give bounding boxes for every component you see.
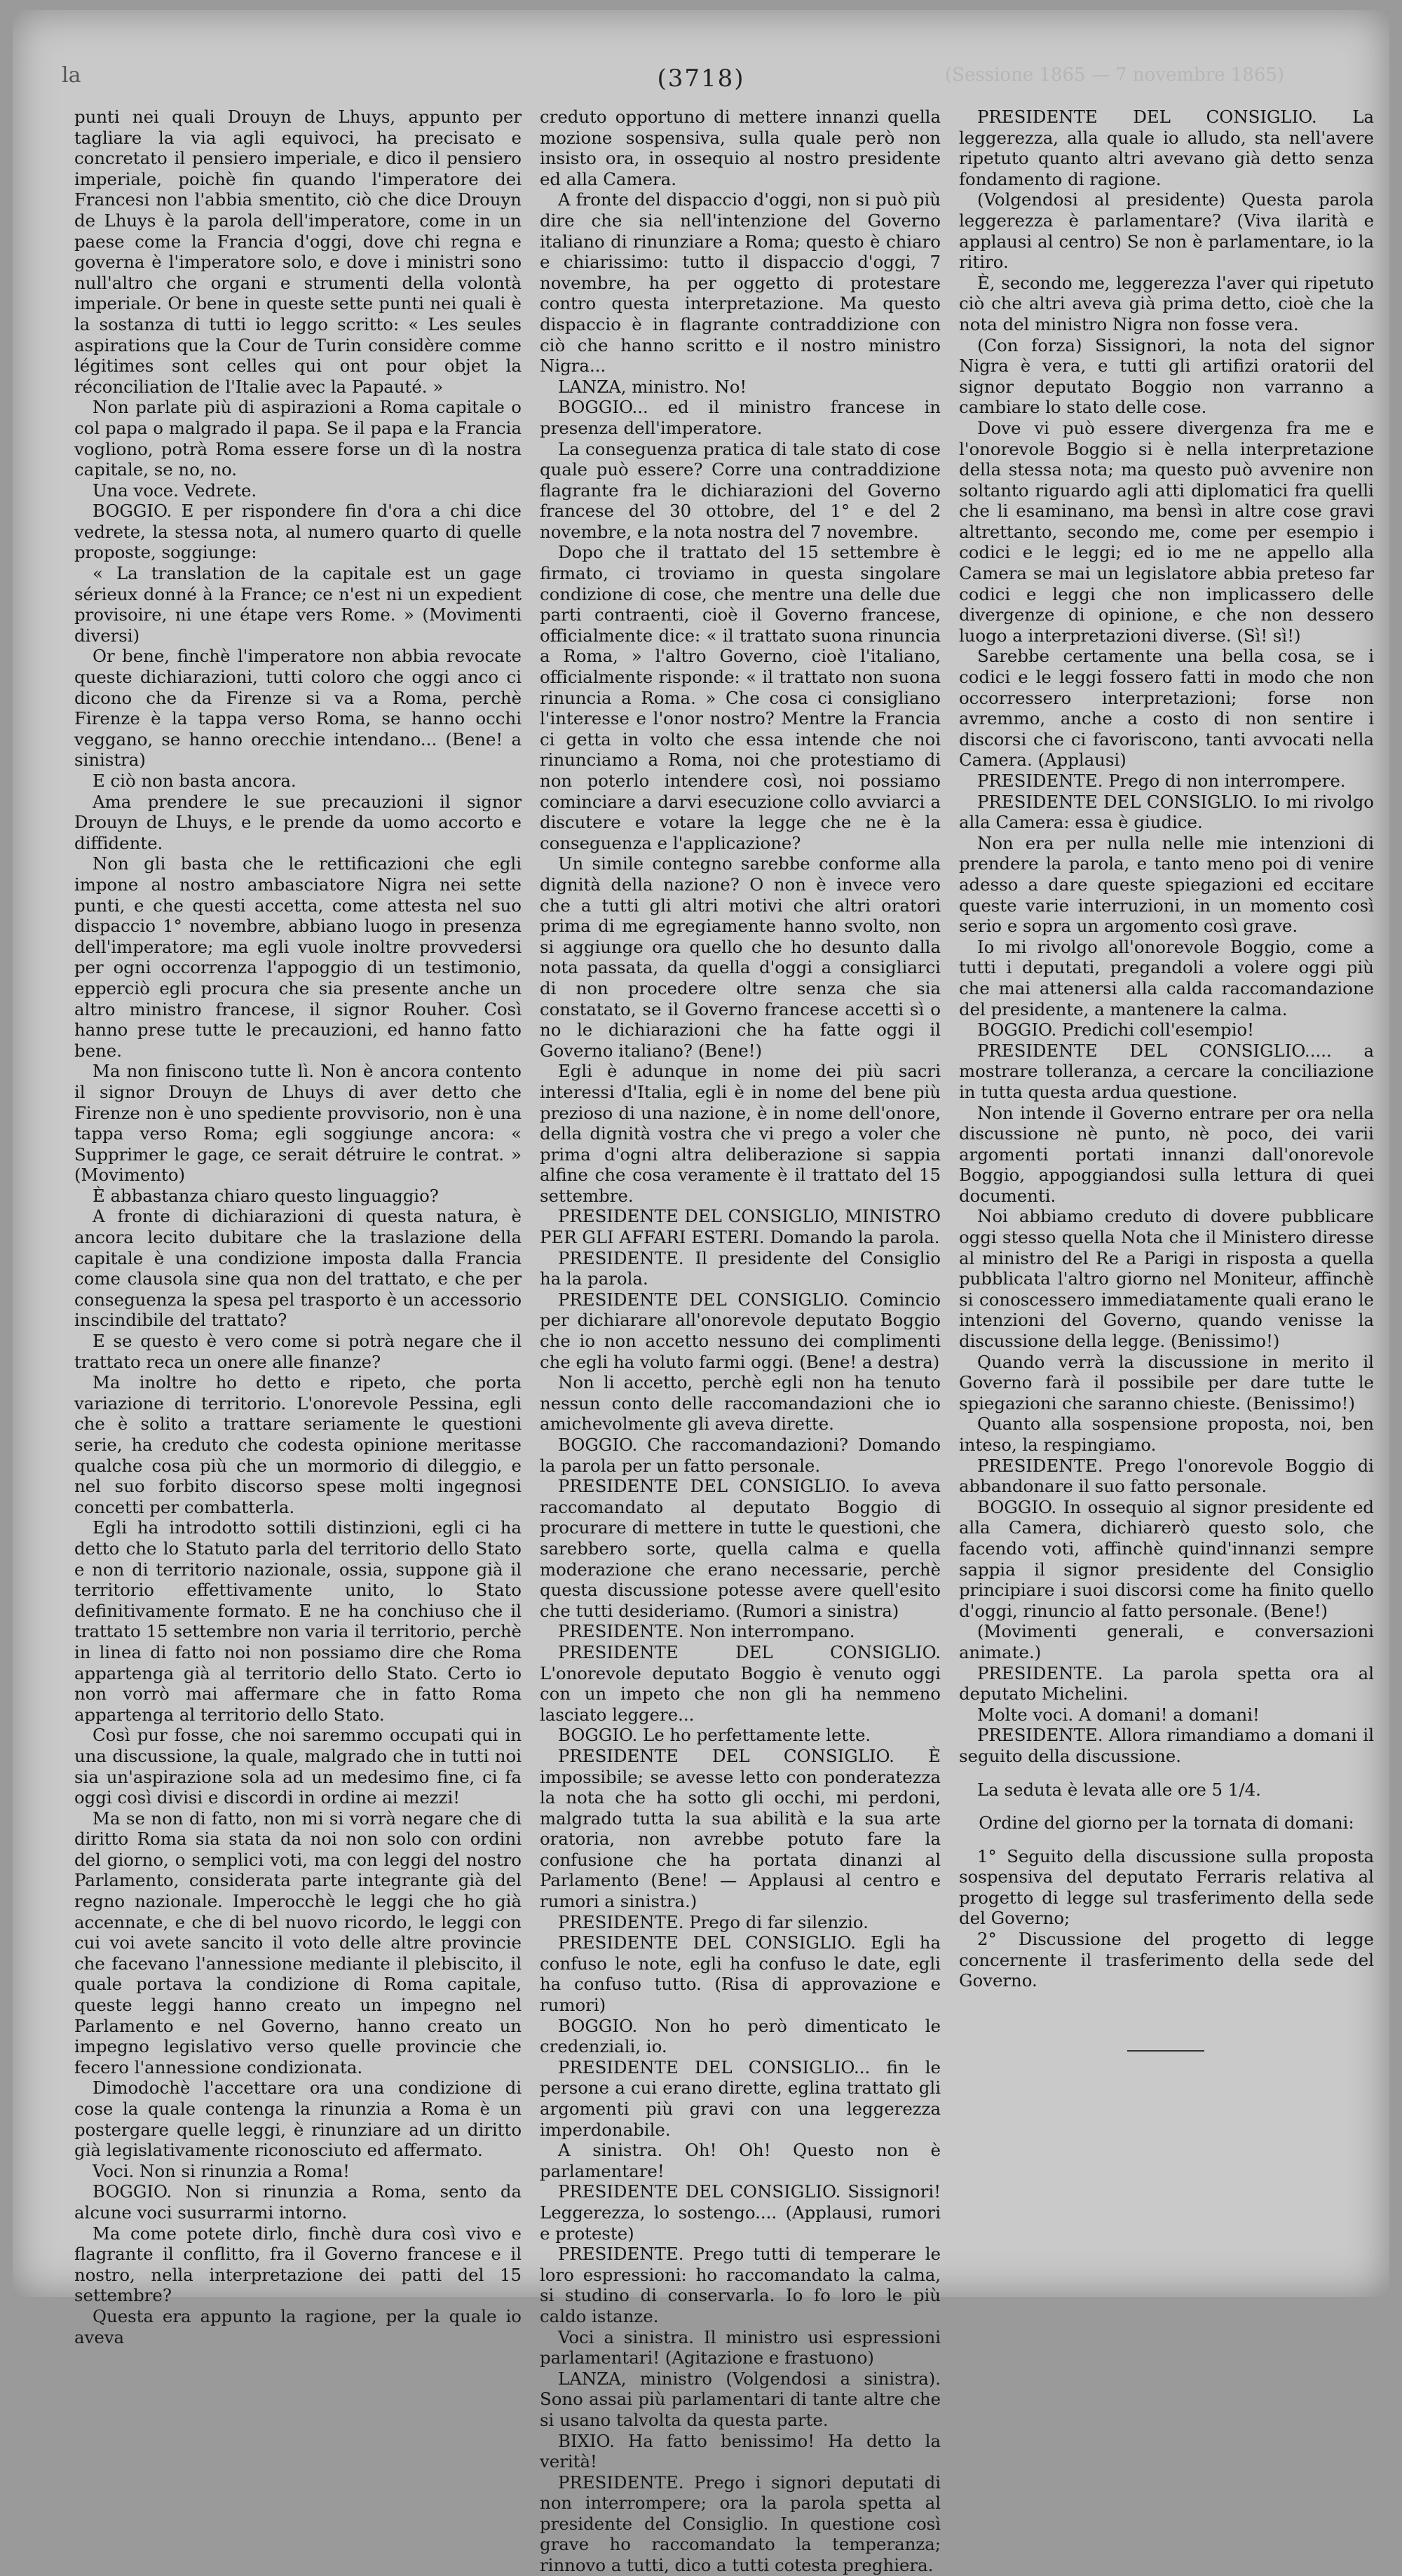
paragraph: PRESIDENTE DEL CONSIGLIO..... a mostrare tolleranza, a cercare la conciliazione in tutta questa ardua questione. <box>959 1040 1374 1102</box>
corner-mark: la <box>62 63 81 88</box>
paragraph: PRESIDENTE. Prego di far silenzio. <box>558 1911 869 1932</box>
paragraph: PRESIDENTE DEL CONSIGLIO. Comincio per dichiarare all'onorevole deputato Boggio che io non accetto nessuno dei complimenti che egli ha voluto farmi oggi. (Bene! a destra) <box>540 1289 941 1372</box>
paragraph: E se questo è vero come si potrà negare che il trattato reca un onere alle finanze? <box>74 1331 522 1372</box>
paragraph: BOGGIO. E per rispondere fin d'ora a chi dice vedrete, la stessa nota, al numero quarto di quelle proposte, soggiunge: <box>74 501 522 563</box>
paragraph: Non parlate più di aspirazioni a Roma capitale o col papa o malgrado il papa. Se il papa e la Francia vogliono, potrà Roma essere forse un dì la nostra capitale, se no, no. <box>74 397 522 480</box>
column-2 <box>540 107 941 2576</box>
paragraph: Non intende il Governo entrare per ora nella discussione nè punto, nè poco, dei varii argomenti portati innanzi dall'onorevole Boggio, appoggiandosi sulla lettura di quei documenti. <box>959 1102 1374 1206</box>
paragraph: PRESIDENTE. Allora rimandiamo a domani il seguito della discussione. <box>959 1725 1374 1766</box>
paragraph: PRESIDENTE. Prego tutti di temperare le loro espressioni: ho raccomandato la calma, si studino di conservarla. Io fo loro le più caldo istanze. <box>540 2244 941 2326</box>
paragraph: Ma inoltre ho detto e ripeto, che porta variazione di territorio. L'onorevole Pessina, egli che è solito a trattare seriamente le questioni serie, ha creduto che codesta opinione meritasse qualche cosa più che un mormorio di dileggio, e nel suo forbito discorso spese molti ingegnosi concetti per combatterla. <box>74 1372 522 1517</box>
paragraph: PRESIDENTE DEL CONSIGLIO. Io mi rivolgo alla Camera: essa è giudice. <box>959 791 1374 833</box>
paragraph: Dimodochè l'accettare ora una condizione di cose la quale contenga la rinunzia a Roma è un postergare quelle leggi, è rinunziare ad un diritto già legislativamente riconosciuto ed affermato. <box>74 2077 522 2161</box>
paragraph: La seduta è levata alle ore 5 1/4. <box>977 1779 1261 1800</box>
paragraph: È, secondo me, leggerezza l'aver qui ripetuto ciò che altri aveva già prima detto, cioè che la nota del ministro Nigra non fosse vera. <box>959 272 1374 334</box>
paragraph: PRESIDENTE. Prego i signori deputati di non interrompere; ora la parola spetta al presidente del Consiglio. In questione così grave ho raccomandato la temperanza; rinnovo a tutti, dico a tutti cotesta preghiera. <box>540 2472 941 2576</box>
page-number: (3718) <box>657 65 745 93</box>
paragraph: PRESIDENTE DEL CONSIGLIO. L'onorevole deputato Boggio è venuto oggi con un impeto che non gli ha nemmeno lasciato leggere... <box>540 1641 941 1725</box>
paragraph: PRESIDENTE DEL CONSIGLIO. È impossibile; se avesse letto con ponderatezza la nota che ha sotto gli occhi, mi perdoni, malgrado tutta la sua abilità e la sua arte oratoria, non avrebbe potuto fare la confusione che ha portata dinanzi al Parlamento (Bene! — Applausi al centro e rumori a sinistra.) <box>540 1745 941 1912</box>
paragraph: Questa era appunto la ragione, per la quale io aveva <box>74 2305 522 2347</box>
paragraph: BOGGIO. In ossequio al signor presidente ed alla Camera, dichiarerò questo solo, che facendo voti, affinchè quind'innanzi sempre sappia il signor presidente del Consiglio principiare i suoi discorsi come ha finito quello d'oggi, rinuncio al fatto personale. (Bene!) <box>959 1496 1374 1621</box>
paragraph: Un simile contegno sarebbe conforme alla dignità della nazione? O non è invece vero che a tutti gli altri motivi che altri oratori prima di me egregiamente hanno svolto, non si aggiunge ora quello che ho desunto dalla nota passata, da quella d'oggi a consigliarci di non procedere oltre senza che sia constatato, se il Governo francese accetti sì o no le dichiarazioni che ha fatte oggi il Governo italiano? (Bene!) <box>540 853 941 1061</box>
paragraph: creduto opportuno di mettere innanzi quella mozione sospensiva, sulla quale però non insisto ora, in ossequio al nostro presidente ed alla Camera. <box>540 107 941 189</box>
paragraph: (Con forza) Sissignori, la nota del signor Nigra è vera, e tutti gli artifizi oratorii del signor deputato Boggio non varranno a cambiare lo stato delle cose. <box>959 334 1374 418</box>
paragraph: (Movimenti generali, e conversazioni animate.) <box>959 1621 1374 1662</box>
paragraph: « La translation de la capitale est un gage sérieux donné à la France; ce n'est ni un expedient provisoire, ni une étape vers Rome. » (Movimenti diversi) <box>74 563 522 646</box>
paragraph: Egli ha introdotto sottili distinzioni, egli ci ha detto che lo Statuto parla del territorio dello Stato e non di territorio nazionale, ossia, suppone già il territorio effettivamente unito, lo Stato definitivamente formato. E ne ha conchiuso che il trattato 15 settembre non varia il territorio, perchè in linea di fatto noi non possiamo dire che Roma appartenga già al territorio dello Stato. Certo io non vorrò mai affermare che in fatto Roma appartenga al territorio dello Stato. <box>74 1517 522 1725</box>
paragraph: PRESIDENTE DEL CONSIGLIO. La leggerezza, alla quale io alludo, sta nell'avere ripetuto quanto altri avevano già detto senza fondamento di ragione. <box>959 107 1374 189</box>
paragraph: PRESIDENTE. Non interrompano. <box>558 1621 855 1642</box>
paragraph: Non li accetto, perchè egli non ha tenuto nessun conto delle raccomandazioni che io amichevolmente gli aveva dirette. <box>540 1372 941 1435</box>
paragraph: BOGGIO. Non si rinunzia a Roma, sento da alcune voci susurrarmi intorno. <box>74 2181 522 2223</box>
paragraph: BOGGIO. Non ho però dimenticato le credenziali, io. <box>540 2015 941 2057</box>
paragraph: Molte voci. A domani! a domani! <box>977 1704 1260 1725</box>
paragraph: Io mi rivolgo all'onorevole Boggio, come a tutti i deputati, pregandoli a volere oggi più che mai attenersi alla calda raccomandazione del presidente, a mantenere la calma. <box>959 936 1374 1019</box>
paragraph: PRESIDENTE DEL CONSIGLIO. Io aveva raccomandato al deputato Boggio di procurare di mettere in tutte le questioni, che sarebbero sorte, quella calma e quella moderazione che erano necessarie, perchè questa discussione potesse avere quell'esito che tutti desideriamo. (Rumori a sinistra) <box>540 1476 941 1621</box>
paragraph: Non gli basta che le rettificazioni che egli impone al nostro ambasciatore Nigra nei sette punti, e che questi accetta, come attesta nel suo dispaccio 1° novembre, abbiano luogo in presenza dell'imperatore; ma egli vuole inoltre provvedersi per ogni occorrenza l'appoggio di un testimonio, epperciò egli procura che sia presente anche un altro ministro francese, il signor Rouher. Così hanno prese tutte le precauzioni, ed hanno fatto bene. <box>74 853 522 1061</box>
paragraph: Ma non finiscono tutte lì. Non è ancora contento il signor Drouyn de Lhuys di aver detto che Firenze non è uno spediente provvisorio, non è una tappa verso Roma; egli soggiunge ancora: « Supprimer le gage, ce serait détruire le contrat. » (Movimento) <box>74 1061 522 1186</box>
end-rule <box>1127 2050 1204 2052</box>
paragraph: BOGGIO. Le ho perfettamente lette. <box>558 1725 871 1746</box>
paragraph: Ma se non di fatto, non mi si vorrà negare che di diritto Roma sia stata da noi non solo con ordini del giorno, o semplici voti, ma con leggi del nostro Parlamento, considerata parte integrante già del regno nazionale. Imperocchè le leggi che ho già accennate, e che di bel nuovo ricordo, le leggi con cui voi avete sancito il voto delle altre provincie che facevano l'annessione mediante il plebiscito, il quale portava la condizione di Roma capitale, queste leggi hanno creato un impegno nel Parlamento e nel Governo, hanno creato un impegno legislativo verso quelle provincie che fecero l'annessione condizionata. <box>74 1808 522 2077</box>
paragraph: Sarebbe certamente una bella cosa, se i codici e le leggi fossero fatti in modo che non occorressero interpretazioni; forse non avremmo, anche a costo di non sentire i discorsi che ci favoriscono, tanti avvocati nella Camera. (Applausi) <box>959 646 1374 771</box>
paragraph: PRESIDENTE DEL CONSIGLIO, MINISTRO PER GLI AFFARI ESTERI. Domando la parola. <box>540 1206 941 1248</box>
paragraph: È abbastanza chiaro questo linguaggio? <box>93 1185 439 1206</box>
paragraph: Egli è adunque in nome dei più sacri interessi d'Italia, egli è in nome del bene più prezioso di una nazione, è in nome dell'onore, della dignità vostra che vi prego a voler che prima d'ogni altra deliberazione si sappia alfine che cosa veramente è il trattato del 15 settembre. <box>540 1061 941 1206</box>
paragraph: Voci. Non si rinunzia a Roma! <box>93 2160 350 2181</box>
paragraph: Una voce. Vedrete. <box>93 480 257 501</box>
paragraph: (Volgendosi al presidente) Questa parola leggerezza è parlamentare? (Viva ilarità e applausi al centro) Se non è parlamentare, io la ritiro. <box>959 189 1374 273</box>
paragraph: Ama prendere le sue precauzioni il signor Drouyn de Lhuys, e le prende da uomo accorto e diffidente. <box>74 791 522 853</box>
paragraph: PRESIDENTE. Prego di non interrompere. <box>977 771 1346 791</box>
paragraph: PRESIDENTE DEL CONSIGLIO. Egli ha confuso le note, egli ha confuso le date, egli ha confuso tutto. (Risa di approvazione e rumori) <box>540 1932 941 2016</box>
paragraph: Dopo che il trattato del 15 settembre è firmato, ci troviamo in questa singolare condizione di cose, che mentre una delle due parti contraenti, cioè il Governo francese, officialmente dice: « il trattato suona rinuncia a Roma, » l'altro Governo, cioè l'italiano, officialmente risponde: « il trattato non suona rinuncia a Roma. » Che cosa ci consigliano l'interesse e l'onor nostro? Mentre la Francia ci getta in volto che essa intende che noi rinunciamo a Roma, noi che protestiamo di non poterlo intendere così, noi possiamo cominciare a darvi esecuzione collo avviarci a discutere e votare la legge che ne è la conseguenza e l'applicazione? <box>540 542 941 853</box>
paragraph: 2° Discussione del progetto di legge concernente il trasferimento della sede del Governo. <box>959 1929 1374 1991</box>
newspaper-page <box>13 10 1389 2576</box>
paragraph: E ciò non basta ancora. <box>93 771 297 791</box>
paragraph: LANZA, ministro (Volgendosi a sinistra). Sono assai più parlamentari di tante altre che si usano talvolta da questa parte. <box>540 2368 941 2430</box>
paragraph: BIXIO. Ha fatto benissimo! Ha detto la verità! <box>540 2430 941 2472</box>
paragraph: Così pur fosse, che noi saremmo occupati qui in una discussione, la quale, malgrado che in tutti noi sia un'aspirazione sola ad un medesimo fine, ci fa oggi così divisi e discordi in ordine ai mezzi! <box>74 1725 522 1808</box>
paragraph: PRESIDENTE DEL CONSIGLIO... fin le persone a cui erano dirette, eglina trattato gli argomenti più gravi con una leggerezza imperdonabile. <box>540 2056 941 2140</box>
paragraph: A sinistra. Oh! Oh! Questo non è parlamentare! <box>540 2140 941 2181</box>
paragraph: Noi abbiamo creduto di dovere pubblicare oggi stesso quella Nota che il Ministero diresse al ministro del Re a Parigi in risposta a quella pubblicata l'altro giorno nel Moniteur, affinchè si conoscessero immediatamente quali erano le intenzioni del Governo, quando venisse la discussione della legge. (Benissimo!) <box>959 1206 1374 1352</box>
paragraph: BOGGIO. Che raccomandazioni? Domando la parola per un fatto personale. <box>540 1435 941 1476</box>
paragraph: 1° Seguito della discussione sulla proposta sospensiva del deputato Ferraris relativa al progetto di legge sul trasferimento della sede del Governo; <box>959 1845 1374 1929</box>
paragraph: Ordine del giorno per la tornata di domani: <box>979 1812 1354 1833</box>
paragraph: Ma come potete dirlo, finchè dura così vivo e flagrante il conflitto, fra il Governo francese e il nostro, nella interpretazione dei patti del 15 settembre? <box>74 2223 522 2306</box>
paragraph: Quanto alla sospensione proposta, noi, ben inteso, la respingiamo. <box>959 1414 1374 1455</box>
paragraph: punti nei quali Drouyn de Lhuys, appunto per tagliare la via agli equivoci, ha precisato e concretato il pensiero imperiale, e dico il pensiero imperiale, poichè fin quando l'imperatore dei Francesi non l'abbia smentito, ciò che dice Drouyn de Lhuys è la parola dell'imperatore, come in un paese come la Francia d'oggi, dove chi regna e governa è l'imperatore solo, e dove i ministri sono null'altro che organi e strumenti della volontà imperiale. Or bene in queste sette punti nei quali è la sostanza di tutti io leggo scritto: « Les seules aspirations que la Cour de Turin considère comme légitimes sont celles qui ont pour objet la réconciliation de l'Italie avec la Papauté. » <box>74 107 522 397</box>
paragraph: Quando verrà la discussione in merito il Governo farà il possibile per dare tutte le spiegazioni che saranno chieste. (Benissimo!) <box>959 1351 1374 1414</box>
paragraph: Or bene, finchè l'imperatore non abbia revocate queste dichiarazioni, tutti coloro che oggi anco ci dicono che da Firenze si va a Roma, perchè Firenze è la tappa verso Roma, se hanno occhi veggano, se hanno orecchie intendano... (Bene! a sinistra) <box>74 646 522 771</box>
paragraph: Voci a sinistra. Il ministro usi espressioni parlamentari! (Agitazione e frastuono) <box>540 2326 941 2368</box>
paragraph: A fronte del dispaccio d'oggi, non si può più dire che sia nell'intenzione del Governo italiano di rinunziare a Roma; questo è chiaro e chiarissimo: tutto il dispaccio d'oggi, 7 novembre, ha per oggetto di protestare contro questa interpretazione. Ma questo dispaccio è in flagrante contraddizione con ciò che hanno scritto e il nostro ministro Nigra... <box>540 189 941 377</box>
paragraph: Non era per nulla nelle mie intenzioni di prendere la parola, e tanto meno poi di venire adesso a dare queste spiegazioni ed eccitare queste varie interruzioni, in un momento così serio e sopra un argomento così grave. <box>959 832 1374 937</box>
column-3 <box>959 107 1374 2290</box>
paragraph: LANZA, ministro. No! <box>558 376 747 397</box>
paragraph: La conseguenza pratica di tale stato di cose quale può essere? Corre una contraddizione flagrante fra le dichiarazioni del Governo francese del 30 ottobre, del 1° e del 2 novembre, e la nota nostra del 7 novembre. <box>540 438 941 542</box>
paragraph: Dove vi può essere divergenza fra me e l'onorevole Boggio si è nella interpretazione della stessa nota; ma questo può avvenire non soltanto riguardo agli atti diplomatici fra quelli che li esaminano, ma bensì in altre cose gravi altrettanto, secondo me, come per esempio i codici e le leggi; ed io me ne appello alla Camera se mai un legislatore abbia preteso far codici e leggi che non implicassero delle divergenze di opinione, e che non dessero luogo a interpretazioni diverse. (Sì! sì!) <box>959 417 1374 646</box>
paragraph: PRESIDENTE DEL CONSIGLIO. Sissignori! Leggerezza, lo sostengo.... (Applausi, rumori e proteste) <box>540 2181 941 2244</box>
paragraph: PRESIDENTE. Il presidente del Consiglio ha la parola. <box>540 1247 941 1289</box>
paragraph: PRESIDENTE. La parola spetta ora al deputato Michelini. <box>959 1662 1374 1704</box>
paragraph: A fronte di dichiarazioni di questa natura, è ancora lecito dubitare che la traslazione della capitale è una condizione imposta dalla Francia come clausola sine qua non del trattato, e che per conseguenza la spesa pel trasporto è un accessorio inscindibile del trattato? <box>74 1206 522 1331</box>
paragraph: BOGGIO. Predichi coll'esempio! <box>977 1019 1254 1040</box>
column-1 <box>74 107 522 2347</box>
faint-header: (Sessione 1865 — 7 novembre 1865) <box>945 65 1285 86</box>
paragraph: BOGGIO... ed il ministro francese in presenza dell'imperatore. <box>540 397 941 438</box>
paragraph: PRESIDENTE. Prego l'onorevole Boggio di abbandonare il suo fatto personale. <box>959 1455 1374 1497</box>
